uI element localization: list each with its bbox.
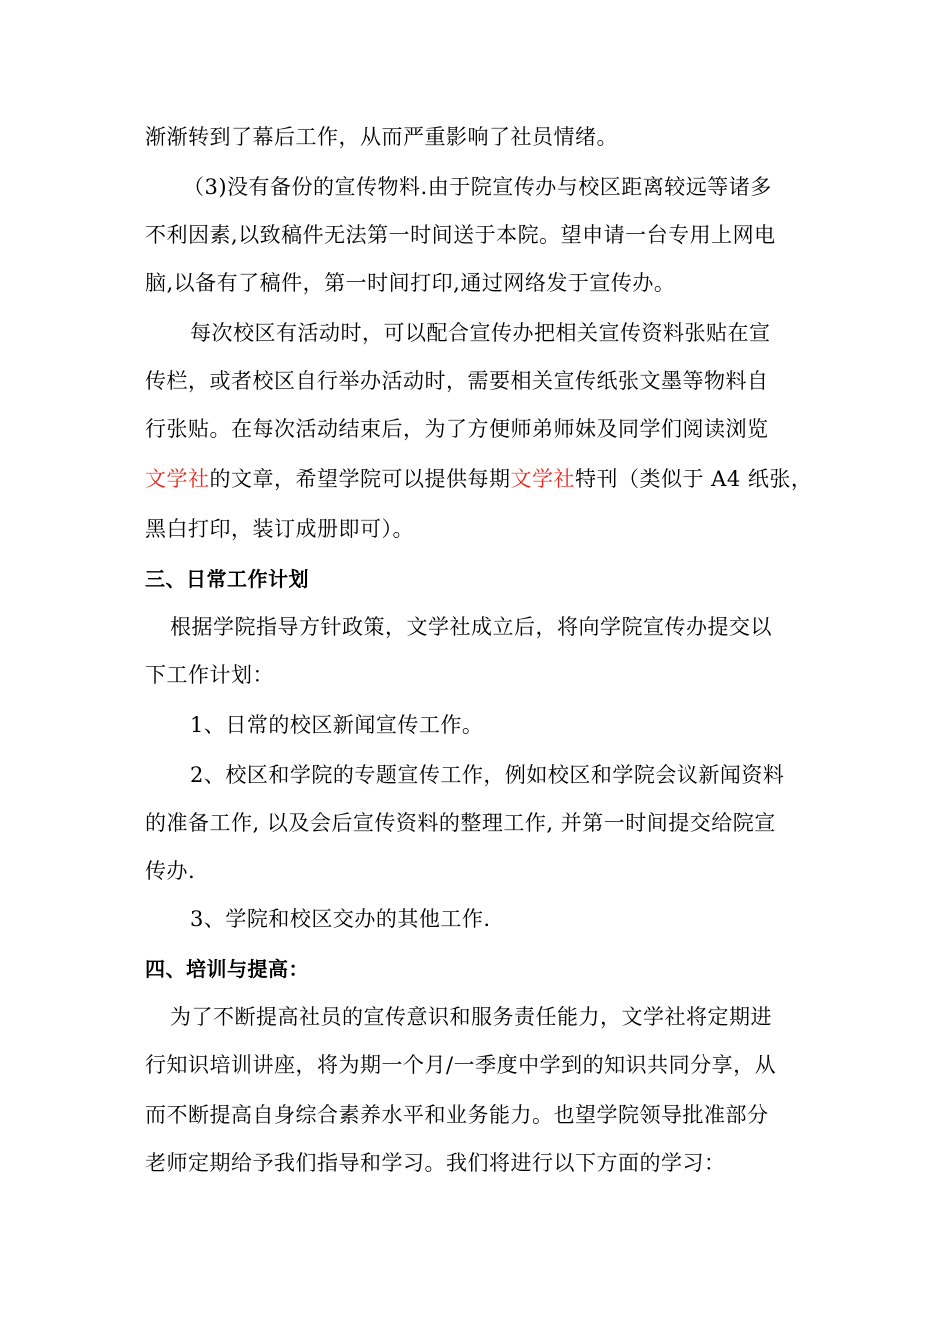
body-text: 特刊（类似于 A4 纸张，	[575, 467, 813, 491]
paragraph-line: 传办.	[145, 859, 196, 883]
paragraph-line: 不利因素,以致稿件无法第一时间送于本院。望申请一台专用上网电	[145, 223, 776, 247]
paragraph-line: 渐渐转到了幕后工作，从而严重影响了社员情绪。	[145, 125, 618, 149]
highlight-text: 文学社	[510, 467, 575, 491]
list-item: 3、学院和校区交办的其他工作.	[190, 907, 491, 931]
paragraph-line: 为了不断提高社员的宣传意识和服务责任能力，文学社将定期进	[170, 1005, 772, 1029]
paragraph-line: 黑白打印，装订成册即可）。	[145, 517, 414, 541]
paragraph-line: 根据学院指导方针政策，文学社成立后，将向学院宣传办提交以	[170, 615, 772, 639]
paragraph-line: 老师定期给予我们指导和学习。我们将进行以下方面的学习：	[145, 1151, 726, 1175]
paragraph-line: 的准备工作, 以及会后宣传资料的整理工作, 并第一时间提交给院宣	[145, 811, 776, 835]
body-text: 的文章，希望学院可以提供每期	[209, 467, 511, 491]
paragraph-line: 每次校区有活动时，可以配合宣传办把相关宣传资料张贴在宣	[190, 321, 771, 345]
paragraph-line: 脑,以备有了稿件，第一时间打印,通过网络发于宣传办。	[145, 271, 676, 295]
paragraph-line: 行张贴。在每次活动结束后，为了方便师弟师妹及同学们阅读浏览	[145, 417, 769, 441]
paragraph-line: 传栏，或者校区自行举办活动时，需要相关宣传纸张文墨等物料自	[145, 369, 769, 393]
list-item: 2、校区和学院的专题宣传工作，例如校区和学院会议新闻资料	[190, 763, 785, 787]
paragraph-line: 而不断提高自身综合素养水平和业务能力。也望学院领导批准部分	[145, 1103, 769, 1127]
highlight-text: 文学社	[145, 467, 210, 491]
section-heading-3: 三、日常工作计划	[145, 567, 309, 591]
paragraph-line: 下工作计划：	[145, 663, 274, 687]
section-heading-4: 四、培训与提高：	[145, 957, 309, 981]
paragraph-line: 行知识培训讲座，将为期一个月/一季度中学到的知识共同分享，从	[145, 1053, 777, 1077]
paragraph-line	[145, 464, 825, 494]
paragraph-line: （3)没有备份的宣传物料.由于院宣传办与校区距离较远等诸多	[183, 175, 772, 199]
list-item: 1、日常的校区新闻宣传工作。	[190, 713, 484, 737]
